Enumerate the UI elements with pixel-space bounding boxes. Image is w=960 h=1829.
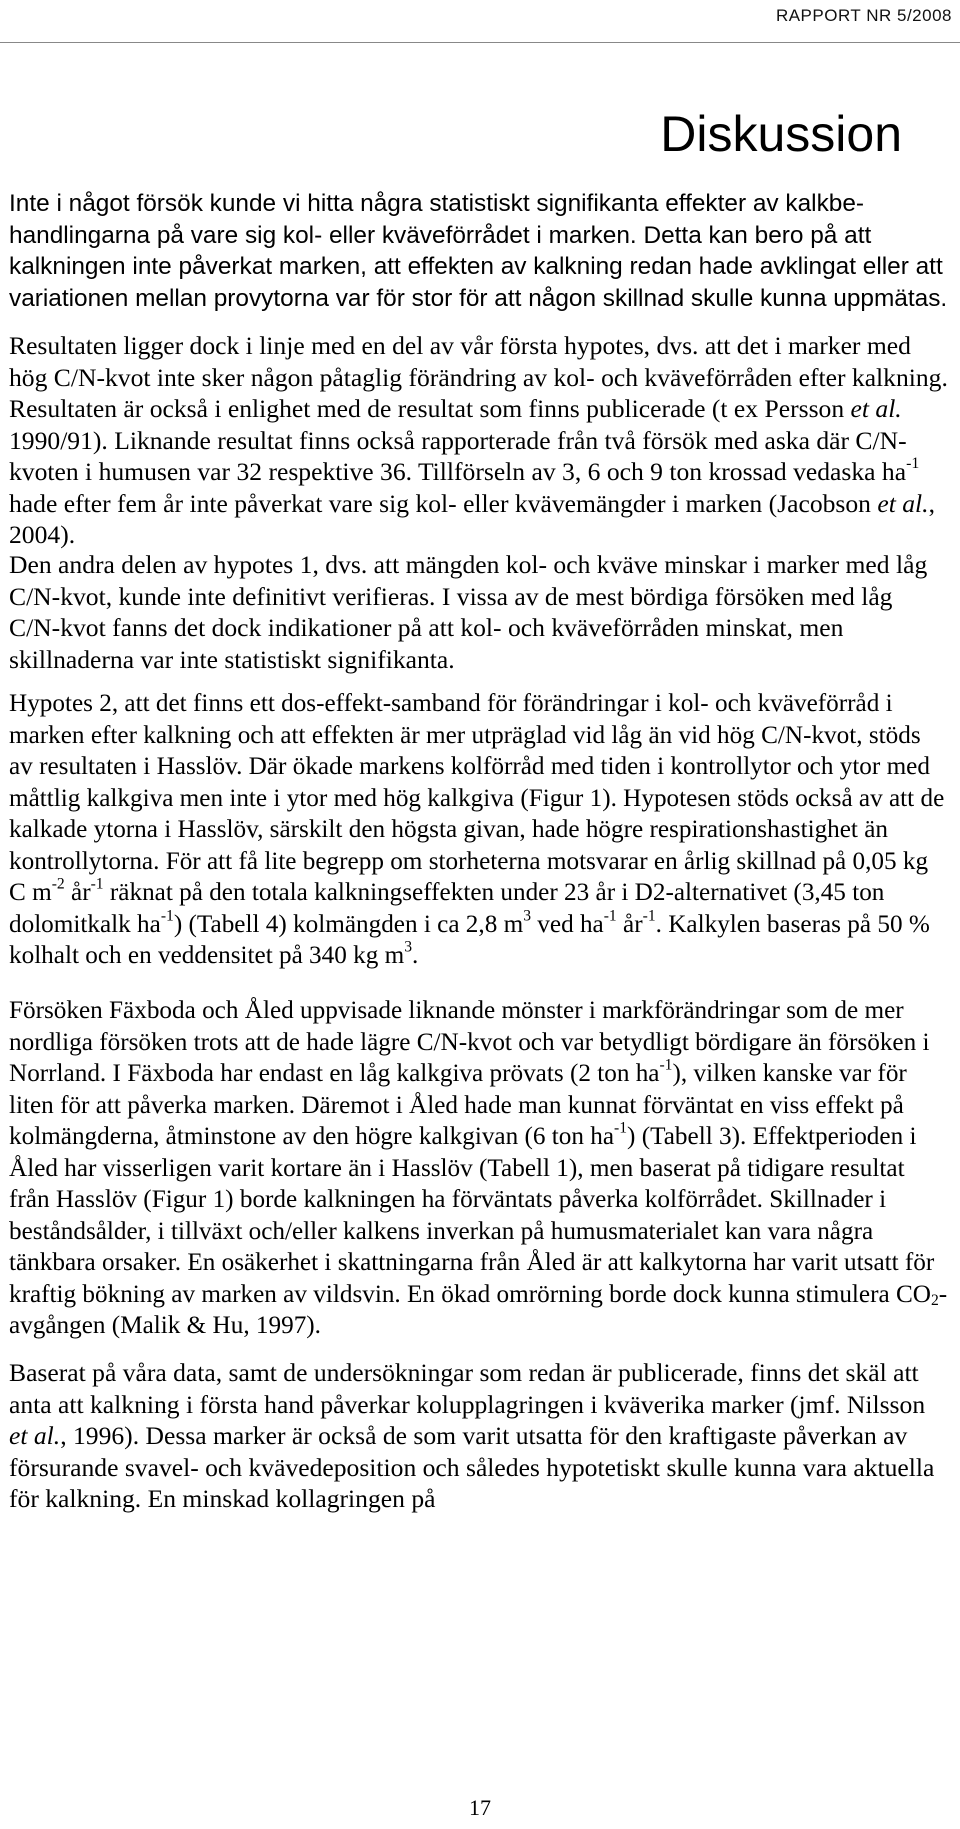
paragraph-1: Inte i något försök kunde vi hitta några statistiskt signifikanta effekter av kalkbehandlingarna på vare sig kol- eller kväveförrådet i marken. Detta kan bero på att kalkningen inte påverkat marken, att effekten av kalkning redan hade avklingat eller att variationen mellan provytorna var för stor för att någon skillnad skulle kunna uppmätas.: [9, 190, 948, 312]
header-divider: [0, 42, 960, 43]
paragraph-2: Resultaten ligger dock i linje med en del av vår första hypotes, dvs. att det i marker med hög C/N-kvot inte sker någon påtaglig förändring av kol- och kväveförråden efter kalkning. Resultaten är också i enlighet med de resultat som finns publicerade (t ex Persson et al. 1990/91). Liknande resultat finns också rapporterade från två försök med aska där C/N-kvoten i humusen var 32 respektive 36. Tillförseln av 3, 6 och 9 ton krossad vedaska $ha^{-1}$ hade efter fem år inte påverkat vare sig kol- eller kvävemängder i marken (Jacobson et al., 2004).: [9, 331, 948, 549]
et-al-citation: et al.: [850, 394, 902, 423]
et-al-citation: et al.: [877, 488, 929, 518]
report-number-header: RAPPORT NR 5/2008: [775, 6, 952, 25]
paragraph-4: Hypotes 2, att det finns ett dos-effekt-samband för förändringar i kol- och kväveförråd i marken efter kalkning och att effekten är mer utpräglad vid låg än vid hög C/N-kvot, stöds av resultaten i Hasslöv. Där ökade markens kolförråd med tiden i kontrollytor och ytor med måttlig kalkgiva men inte i ytor med hög kalkgiva (Figur 1). Hypotesen stöds också av att de kalkade ytorna i Hasslöv, särskilt den högsta givan, hade högre respirationshastighet än kontrollytorna. För att få lite begrepp om storheterna motsvarar en årlig skillnad på 0,05 kg C $m^{-2}$ $år^{-1}$ räknat på den totala kalkningseffekten under 23 år i D2-alternativet (3,45 ton dolomitkalk $ha^{-1}$) (Tabell 4) kolmängden i ca 2,8 $m^3$ ved $ha^{-1}$ $år^{-1}$. Kalkylen baseras på 50 % kolhalt och en veddensitet på 340 kg $m^3$.: [9, 690, 945, 969]
paragraph-5: Försöken Fäxboda och Åled uppvisade liknande mönster i markförändringar som de mer nordliga försöken trots att de hade lägre C/N-kvot och var betydligt bördigare än försöken i Norrland. I Fäxboda har endast en låg kalkgiva prövats (2 ton $ha^{-1}$), vilken kanske var för liten för att påverka marken. Däremot i Åled hade man kunnat förväntat en viss effekt på kolmängderna, åtminstone av den högre kalkgivan (6 ton $ha^{-1}$) (Tabell 3). Effektperioden i Åled har visserligen varit kortare än i Hasslöv (Tabell 1), men baserat på tidigare resultat från Hasslöv (Figur 1) borde kalkningen ha förväntats påverka kolförrådet. Skillnader i beståndsålder, i tillväxt och/eller kalkens inverkan på humusmaterialet kan vara några tänkbara orsaker. En osäkerhet i skattningarna från Åled är att kalkytorna har varit utsatt för kraftig bökning av marken av vildsvin. En ökad omrörning borde dock kunna stimulera $CO_2$-avgången (Malik & Hu, 1997).: [9, 997, 948, 1339]
page-number: 17: [469, 1795, 491, 1820]
paragraph-6: Baserat på våra data, samt de undersökningar som redan är publicerade, finns det skäl att anta att kalkning i första hand påverkar kolupplagringen i kväverika marker (jmf. Nilsson et al., 1996). Dessa marker är också de som varit utsatta för den kraftigaste påverkan av försurande svavel- och kvävedeposition och således hypotetiskt skulle kunna vara aktuella för kalkning. En minskad kollagringen på: [9, 1358, 935, 1513]
section-title: Diskussion: [660, 106, 902, 162]
et-al-citation: et al.: [9, 1421, 61, 1450]
paragraph-3: Den andra delen av hypotes 1, dvs. att mängden kol- och kväve minskar i marker med låg C/N-kvot, kunde inte definitivt verifieras. I vissa av de mest bördiga försöken med låg C/N-kvot fanns det dock indikationer på att kol- och kväveförråden minskat, men skillnaderna var inte statistiskt signifikanta.: [9, 550, 928, 674]
